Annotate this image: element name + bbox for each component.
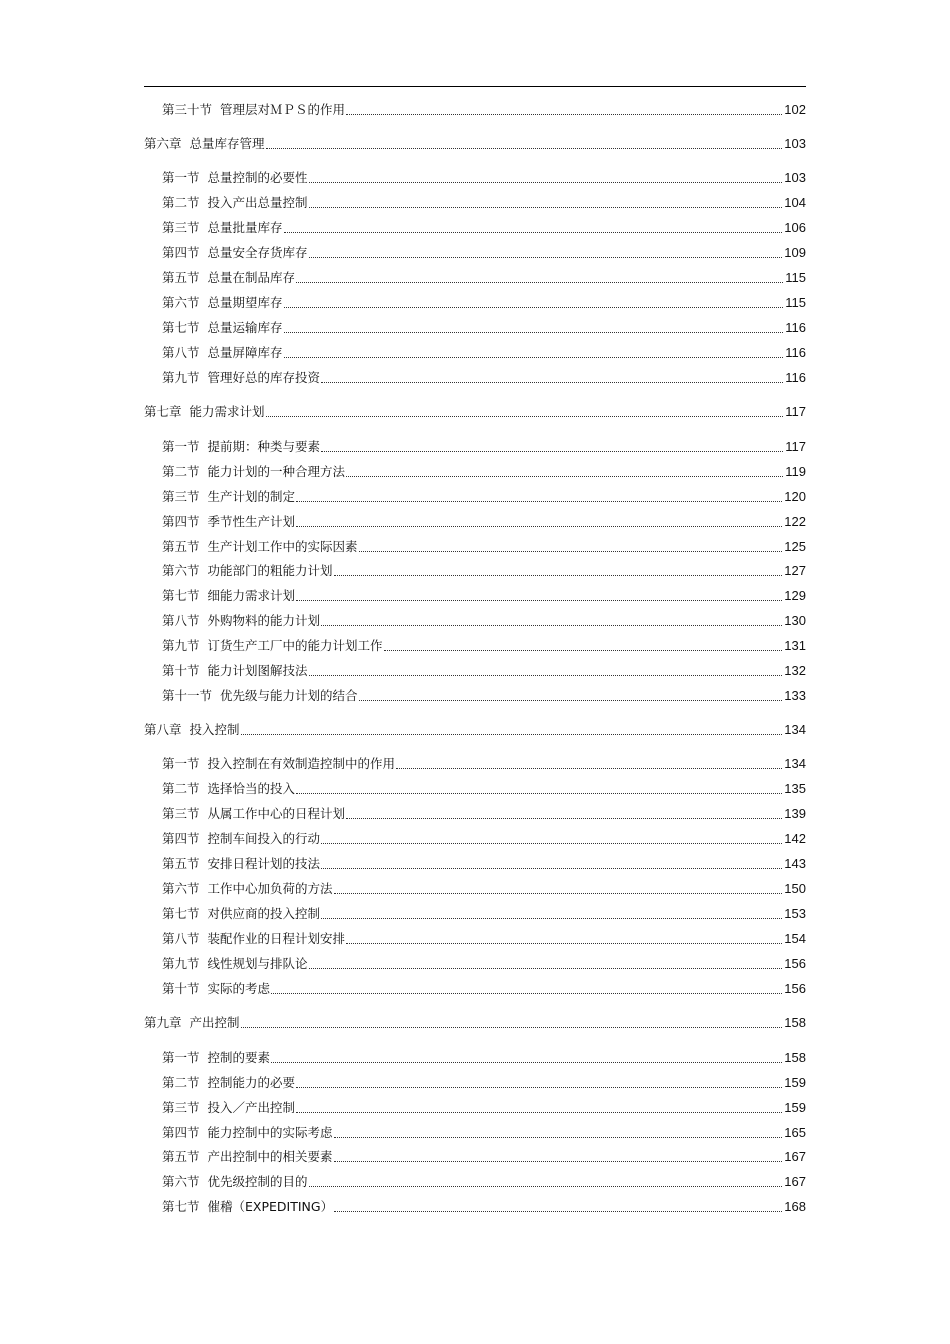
entry-heading (162, 781, 295, 797)
page-number: 127 (784, 563, 806, 578)
page-number: 165 (784, 1125, 806, 1140)
toc-section-entry[interactable] (162, 1195, 806, 1215)
toc-section-entry[interactable] (162, 460, 806, 480)
entry-heading (162, 195, 308, 211)
entry-title: 能力需求计划 (189, 404, 265, 419)
entry-title: 管理层对ＭＰＳ的作用 (220, 102, 346, 117)
toc-section-entry[interactable] (162, 366, 806, 386)
entry-title: 总量安全存货库存 (207, 245, 308, 260)
toc-section-entry[interactable] (162, 341, 806, 361)
entry-heading (162, 170, 308, 186)
page-number: 103 (784, 170, 806, 185)
dot-leader (334, 1137, 783, 1138)
entry-title: 总量运输库存 (207, 320, 283, 335)
entry-heading (162, 881, 333, 897)
entry-label: 第五节 (162, 1149, 200, 1164)
entry-heading (162, 345, 283, 361)
entry-label: 第九节 (162, 956, 200, 971)
entry-title: 对供应商的投入控制 (207, 906, 321, 921)
toc-section-entry[interactable] (162, 435, 806, 455)
page-number: 159 (784, 1100, 806, 1115)
entry-label: 第四节 (162, 245, 200, 260)
entry-title: 线性规划与排队论 (207, 956, 308, 971)
toc-section-entry[interactable] (162, 777, 806, 797)
toc-chapter-entry[interactable] (144, 718, 806, 738)
entry-title: 产出控制中的相关要素 (207, 1149, 333, 1164)
entry-label: 第六节 (162, 295, 200, 310)
page-number: 131 (784, 638, 806, 653)
entry-title: 能力计划图解技法 (207, 663, 308, 678)
page-number: 143 (784, 856, 806, 871)
dot-leader (284, 357, 784, 358)
dot-leader (396, 768, 782, 769)
page-number: 139 (784, 806, 806, 821)
entry-label: 第一节 (162, 1050, 200, 1065)
entry-label: 第七节 (162, 1199, 200, 1214)
dot-leader (334, 1161, 783, 1162)
entry-title: 季节性生产计划 (207, 514, 296, 529)
entry-title: 总量在制品库存 (207, 270, 296, 285)
entry-heading (144, 1015, 240, 1031)
entry-heading (162, 464, 345, 480)
page-number: 106 (784, 220, 806, 235)
entry-heading (162, 931, 345, 947)
entry-heading (162, 688, 358, 704)
toc-section-entry[interactable] (162, 191, 806, 211)
page-number: 129 (784, 588, 806, 603)
page-number: 133 (784, 688, 806, 703)
page-number: 158 (784, 1050, 806, 1065)
entry-title: 催稽（EXPEDITING） (207, 1199, 334, 1214)
page-number: 130 (784, 613, 806, 628)
page-number: 125 (784, 539, 806, 554)
entry-title: 总量控制的必要性 (207, 170, 308, 185)
entry-heading (162, 489, 295, 505)
entry-title: 投入产出总量控制 (207, 195, 308, 210)
entry-label: 第六节 (162, 563, 200, 578)
entry-heading (162, 1149, 333, 1165)
toc-section-entry[interactable] (162, 1170, 806, 1190)
entry-label: 第八节 (162, 345, 200, 360)
page-number: 117 (785, 439, 806, 454)
toc-section-entry[interactable] (162, 535, 806, 555)
page-number: 122 (784, 514, 806, 529)
toc-section-entry[interactable] (162, 1071, 806, 1091)
toc-section-entry[interactable] (162, 927, 806, 947)
entry-label: 第四节 (162, 831, 200, 846)
entry-title: 实际的考虑 (207, 981, 271, 996)
entry-label: 第六章 (144, 136, 182, 151)
entry-heading (162, 1199, 333, 1215)
entry-label: 第八节 (162, 613, 200, 628)
entry-label: 第二节 (162, 1075, 200, 1090)
entry-title: 能力计划的一种合理方法 (207, 464, 346, 479)
dot-leader (296, 501, 782, 502)
entry-heading (162, 245, 308, 261)
dot-leader (334, 893, 783, 894)
toc-section-entry[interactable] (162, 98, 806, 118)
dot-leader (346, 943, 782, 944)
entry-heading (162, 906, 320, 922)
toc-section-entry[interactable] (162, 166, 806, 186)
page-number: 115 (785, 295, 806, 310)
entry-label: 第六节 (162, 881, 200, 896)
entry-label: 第五节 (162, 270, 200, 285)
entry-heading (162, 295, 283, 311)
dot-leader (296, 600, 782, 601)
dot-leader (309, 675, 783, 676)
entry-label: 第五节 (162, 856, 200, 871)
entry-heading (162, 856, 320, 872)
dot-leader (334, 575, 783, 576)
page-number: 109 (784, 245, 806, 260)
dot-leader (241, 1027, 783, 1028)
entry-title: 生产计划工作中的实际因素 (207, 539, 358, 554)
dot-leader (271, 993, 782, 994)
toc-section-entry[interactable] (162, 316, 806, 336)
page-number: 104 (784, 195, 806, 210)
dot-leader (271, 1062, 782, 1063)
page-number: 102 (784, 102, 806, 117)
toc-section-entry[interactable] (162, 659, 806, 679)
entry-label: 第九节 (162, 638, 200, 653)
entry-heading (162, 588, 295, 604)
toc-section-entry[interactable] (162, 752, 806, 772)
entry-heading (162, 1125, 333, 1141)
toc-section-entry[interactable] (162, 634, 806, 654)
entry-heading (162, 956, 308, 972)
page-number: 119 (785, 464, 806, 479)
entry-heading (162, 613, 320, 629)
entry-label: 第七节 (162, 906, 200, 921)
toc-section-entry[interactable] (162, 977, 806, 997)
toc-chapter-entry[interactable] (144, 1011, 806, 1031)
entry-label: 第三节 (162, 806, 200, 821)
page-number: 158 (784, 1015, 806, 1030)
toc-section-entry[interactable] (162, 510, 806, 530)
entry-heading (162, 539, 358, 555)
dot-leader (359, 551, 783, 552)
entry-title: 总量批量库存 (207, 220, 283, 235)
entry-title: 控制的要素 (207, 1050, 271, 1065)
entry-title: 投入控制 (189, 722, 240, 737)
entry-label: 第一节 (162, 756, 200, 771)
page-number: 116 (785, 320, 806, 335)
toc-section-entry[interactable] (162, 684, 806, 704)
entry-heading (144, 136, 265, 152)
dot-leader (241, 734, 783, 735)
toc-section-entry[interactable] (162, 266, 806, 286)
page-number: 167 (784, 1174, 806, 1189)
entry-title: 装配作业的日程计划安排 (207, 931, 346, 946)
toc-chapter-entry[interactable] (144, 132, 806, 152)
toc-chapter-entry[interactable] (144, 400, 806, 420)
toc-section-entry[interactable] (162, 241, 806, 261)
dot-leader (284, 232, 783, 233)
entry-heading (162, 270, 295, 286)
dot-leader (266, 148, 783, 149)
entry-heading (162, 1100, 295, 1116)
dot-leader (309, 207, 783, 208)
entry-label: 第六节 (162, 1174, 200, 1189)
entry-title: 安排日程计划的技法 (207, 856, 321, 871)
entry-heading (162, 1174, 308, 1190)
toc-section-entry[interactable] (162, 827, 806, 847)
entry-label: 第九章 (144, 1015, 182, 1030)
dot-leader (321, 625, 782, 626)
toc-section-entry[interactable] (162, 952, 806, 972)
entry-label: 第九节 (162, 370, 200, 385)
entry-label: 第三节 (162, 1100, 200, 1115)
entry-heading (162, 1075, 295, 1091)
entry-heading (162, 981, 270, 997)
entry-heading (162, 439, 320, 455)
dot-leader (296, 526, 782, 527)
entry-title: 管理好总的库存投资 (207, 370, 321, 385)
page-number: 116 (785, 345, 806, 360)
dot-leader (284, 332, 784, 333)
page-number: 159 (784, 1075, 806, 1090)
dot-leader (359, 700, 783, 701)
toc-section-entry[interactable] (162, 802, 806, 822)
dot-leader (334, 1211, 782, 1212)
entry-label: 第三十节 (162, 102, 213, 117)
entry-title: 能力控制中的实际考虑 (207, 1125, 333, 1140)
dot-leader (284, 307, 784, 308)
page-number: 135 (784, 781, 806, 796)
entry-label: 第一节 (162, 170, 200, 185)
page-number: 156 (784, 981, 806, 996)
entry-label: 第七节 (162, 320, 200, 335)
toc-section-entry[interactable] (162, 216, 806, 236)
dot-leader (296, 1112, 782, 1113)
page-number: 156 (784, 956, 806, 971)
page-number: 142 (784, 831, 806, 846)
entry-label: 第八节 (162, 931, 200, 946)
toc-section-entry[interactable] (162, 609, 806, 629)
entry-heading (162, 563, 333, 579)
toc-section-entry[interactable] (162, 877, 806, 897)
entry-title: 选择恰当的投入 (207, 781, 296, 796)
entry-label: 第七节 (162, 588, 200, 603)
dot-leader (384, 650, 783, 651)
page-number: 154 (784, 931, 806, 946)
entry-label: 第三节 (162, 220, 200, 235)
dot-leader (296, 282, 783, 283)
entry-title: 总量期望库存 (207, 295, 283, 310)
entry-label: 第二节 (162, 781, 200, 796)
entry-title: 细能力需求计划 (207, 588, 296, 603)
dot-leader (309, 968, 783, 969)
page-number: 167 (784, 1149, 806, 1164)
page-number: 153 (784, 906, 806, 921)
entry-label: 第一节 (162, 439, 200, 454)
entry-label: 第四节 (162, 1125, 200, 1140)
entry-heading (162, 756, 395, 772)
entry-title: 产出控制 (189, 1015, 240, 1030)
entry-heading (162, 663, 308, 679)
page-number: 117 (785, 404, 806, 419)
toc-section-entry[interactable] (162, 485, 806, 505)
entry-label: 第十节 (162, 663, 200, 678)
entry-heading (162, 831, 320, 847)
entry-heading (162, 806, 345, 822)
entry-label: 第十节 (162, 981, 200, 996)
toc-section-entry[interactable] (162, 1121, 806, 1141)
entry-heading (144, 404, 265, 420)
entry-title: 优先级与能力计划的结合 (220, 688, 358, 703)
toc-section-entry[interactable] (162, 559, 806, 579)
entry-title: 工作中心加负荷的方法 (207, 881, 333, 896)
dot-leader (266, 416, 784, 417)
dot-leader (296, 793, 782, 794)
entry-title: 优先级控制的目的 (207, 1174, 308, 1189)
entry-title: 功能部门的粗能力计划 (207, 563, 333, 578)
page-number: 168 (784, 1199, 806, 1214)
entry-heading (162, 514, 295, 530)
dot-leader (309, 257, 783, 258)
page-number: 134 (784, 756, 806, 771)
page-number: 115 (785, 270, 806, 285)
entry-label: 第三节 (162, 489, 200, 504)
dot-leader (321, 918, 782, 919)
entry-label: 第四节 (162, 514, 200, 529)
entry-heading (162, 320, 283, 336)
page-number: 134 (784, 722, 806, 737)
entry-title: 从属工作中心的日程计划 (207, 806, 346, 821)
page-number: 150 (784, 881, 806, 896)
dot-leader (346, 818, 782, 819)
entry-heading (162, 1050, 270, 1066)
entry-heading (162, 102, 345, 118)
dot-leader (296, 1087, 782, 1088)
entry-heading (162, 370, 320, 386)
dot-leader (309, 182, 783, 183)
dot-leader (309, 1186, 783, 1187)
entry-label: 第二节 (162, 195, 200, 210)
dot-leader (321, 868, 782, 869)
dot-leader (346, 476, 783, 477)
toc-section-entry[interactable] (162, 852, 806, 872)
entry-heading (162, 638, 383, 654)
entry-title: 投入控制在有效制造控制中的作用 (207, 756, 396, 771)
dot-leader (321, 843, 782, 844)
page-number: 120 (784, 489, 806, 504)
entry-label: 第二节 (162, 464, 200, 479)
entry-title: 提前期：种类与要素 (207, 439, 321, 454)
entry-title: 外购物料的能力计划 (207, 613, 321, 628)
entry-title: 生产计划的制定 (207, 489, 296, 504)
page-number: 116 (785, 370, 806, 385)
entry-label: 第十一节 (162, 688, 213, 703)
entry-label: 第七章 (144, 404, 182, 419)
toc-section-entry[interactable] (162, 1145, 806, 1165)
page-number: 103 (784, 136, 806, 151)
entry-label: 第五节 (162, 539, 200, 554)
entry-title: 投入／产出控制 (207, 1100, 296, 1115)
toc-section-entry[interactable] (162, 1046, 806, 1066)
entry-title: 订货生产工厂中的能力计划工作 (207, 638, 383, 653)
toc-section-entry[interactable] (162, 584, 806, 604)
entry-heading (162, 220, 283, 236)
dot-leader (321, 451, 783, 452)
entry-label: 第八章 (144, 722, 182, 737)
entry-title: 控制能力的必要 (207, 1075, 296, 1090)
entry-heading (144, 722, 240, 738)
entry-title: 控制车间投入的行动 (207, 831, 321, 846)
dot-leader (321, 382, 783, 383)
dot-leader (346, 114, 782, 115)
toc-section-entry[interactable] (162, 902, 806, 922)
toc-section-entry[interactable] (162, 1096, 806, 1116)
entry-title: 总量库存管理 (189, 136, 265, 151)
entry-title: 总量屏障库存 (207, 345, 283, 360)
page-number: 132 (784, 663, 806, 678)
toc-section-entry[interactable] (162, 291, 806, 311)
